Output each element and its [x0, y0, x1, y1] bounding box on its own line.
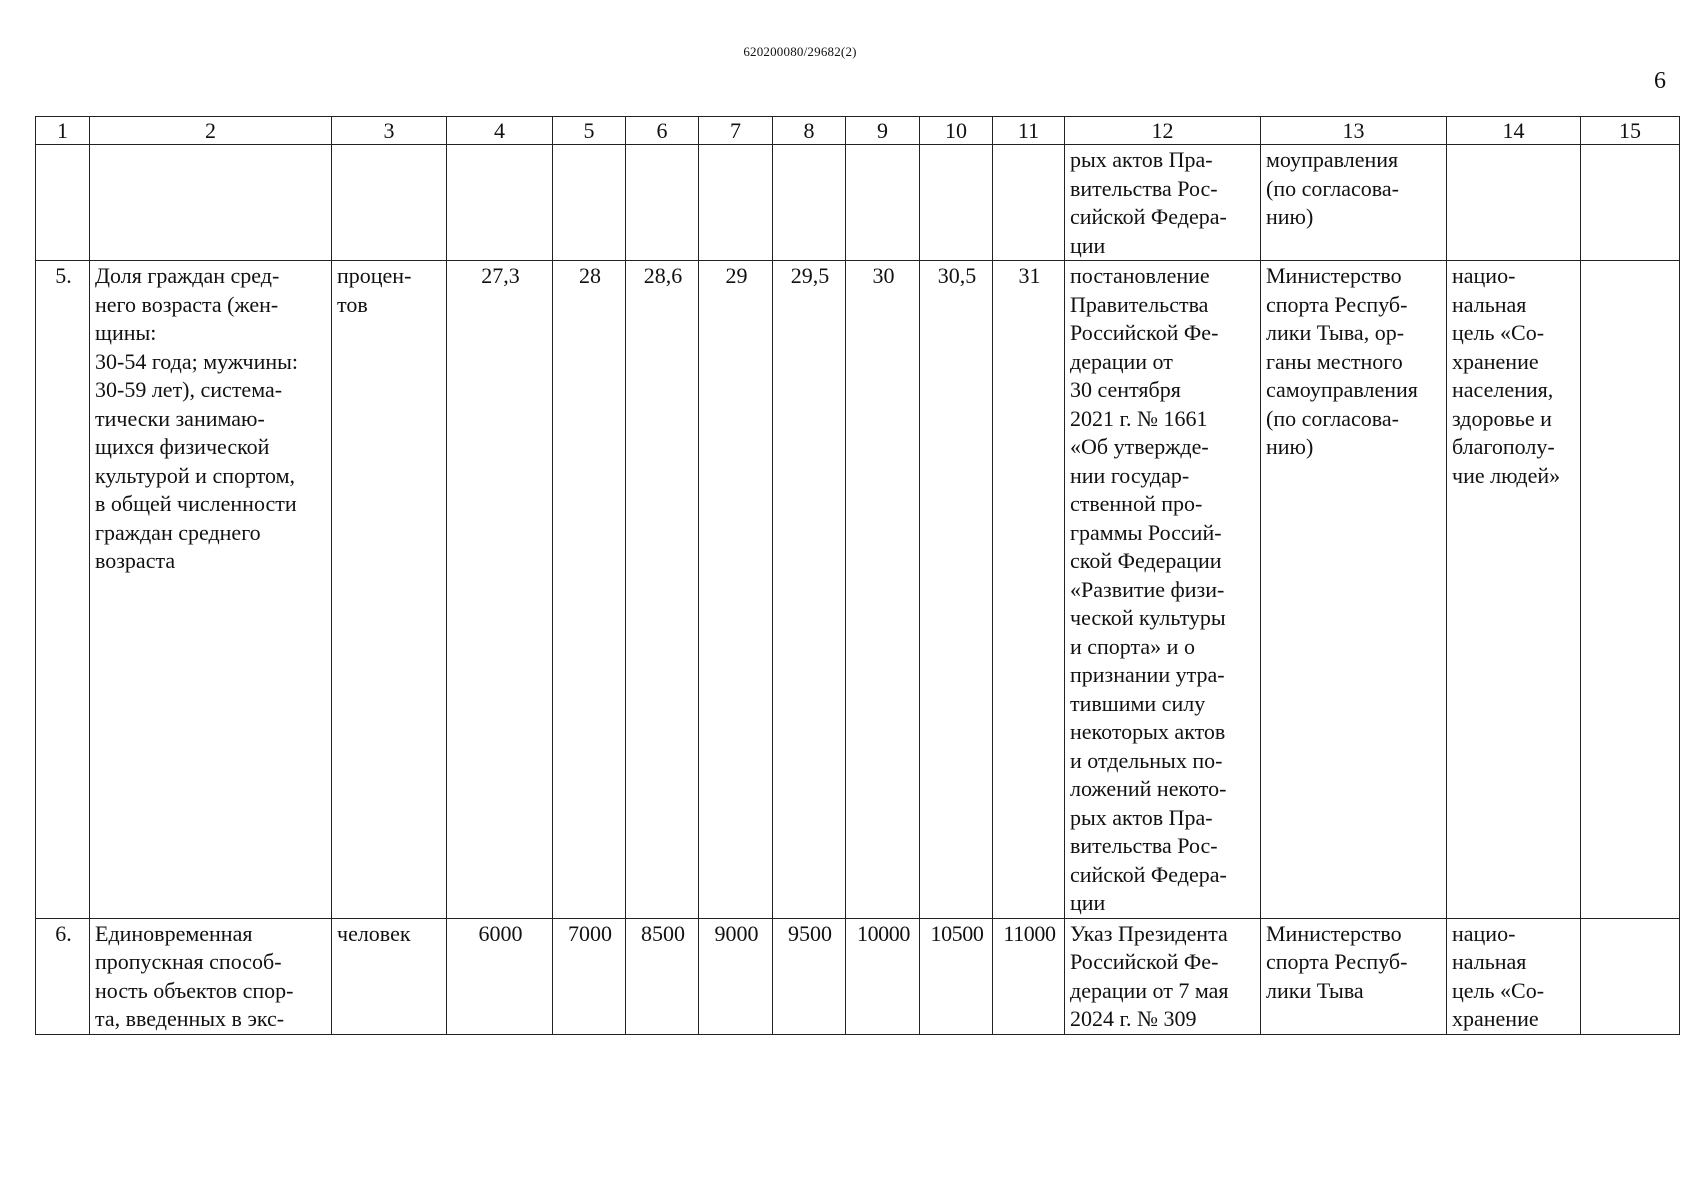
- cell-empty: [1447, 145, 1581, 261]
- cell-document-continuation: рых актов Пра- вительства Рос- сийской Федера- ции: [1065, 145, 1261, 261]
- value-col-4: 6000: [447, 918, 553, 1034]
- value-col-8: 29,5: [773, 261, 846, 919]
- value-col-8: 9500: [773, 918, 846, 1034]
- header-col-11: 11: [993, 117, 1065, 145]
- table-header-row: [36, 117, 1680, 145]
- value-col-10: 30,5: [920, 261, 993, 919]
- legal-document: постановление Правительства Российской Фе- дерации от 30 сентября 2021 г. № 1661 «Об утвержде- нии государ- ственной про- граммы Россий- ской Федерации «Развитие физи- ческой культуры и спорта» и о признании утра- тившими силу некоторых актов и отдельных по- ложений некото- рых актов Пра- вительства Рос- сийской Федера- ции: [1065, 261, 1261, 919]
- value-col-5: 28: [553, 261, 626, 919]
- value-col-9: 10000: [846, 918, 920, 1034]
- table-row-6: [36, 918, 1680, 1034]
- cell-empty: [36, 145, 90, 261]
- value-col-11: 11000: [993, 918, 1065, 1034]
- indicator-name: Доля граждан сред- него возраста (жен- щины: 30-54 года; мужчины: 30-59 лет), система- тически занимаю- щихся физической культурой и спортом, в общей численности граждан среднего возраста: [90, 261, 332, 919]
- table-row-5: [36, 261, 1680, 919]
- value-col-6: 28,6: [626, 261, 699, 919]
- value-col-4: 27,3: [447, 261, 553, 919]
- cell-empty: [90, 145, 332, 261]
- unit-of-measure: процен- тов: [332, 261, 447, 919]
- cell-empty: [846, 145, 920, 261]
- header-col-2: 2: [90, 117, 332, 145]
- cell-empty: [773, 145, 846, 261]
- cell-empty: [553, 145, 626, 261]
- cell-empty: [993, 145, 1065, 261]
- indicators-table: [35, 116, 1680, 1035]
- header-col-4: 4: [447, 117, 553, 145]
- header-col-15: 15: [1581, 117, 1680, 145]
- document-registration-number: 620200080/29682(2): [743, 44, 857, 59]
- header-col-14: 14: [1447, 117, 1581, 145]
- header-col-9: 9: [846, 117, 920, 145]
- cell-empty: [699, 145, 773, 261]
- row-number: 6.: [36, 918, 90, 1034]
- cell-empty: [1581, 145, 1680, 261]
- value-col-5: 7000: [553, 918, 626, 1034]
- value-col-10: 10500: [920, 918, 993, 1034]
- header-col-3: 3: [332, 117, 447, 145]
- cell-empty: [447, 145, 553, 261]
- value-col-11: 31: [993, 261, 1065, 919]
- indicator-name: Единовременная пропускная способ- ность объектов спор- та, введенных в экс-: [90, 918, 332, 1034]
- unit-of-measure: человек: [332, 918, 447, 1034]
- national-goal: нацио- нальная цель «Со- хранение населения, здоровье и благополу- чие людей»: [1447, 261, 1581, 919]
- table-row-continuation: [36, 145, 1680, 261]
- responsible-body: Министерство спорта Респуб- лики Тыва, ор- ганы местного самоуправления (по согласова- нию): [1261, 261, 1447, 919]
- header-col-10: 10: [920, 117, 993, 145]
- page-number: 6: [1654, 68, 1666, 94]
- header-col-12: 12: [1065, 117, 1261, 145]
- national-goal: нацио- нальная цель «Со- хранение: [1447, 918, 1581, 1034]
- header-col-8: 8: [773, 117, 846, 145]
- header-col-6: 6: [626, 117, 699, 145]
- header-col-5: 5: [553, 117, 626, 145]
- cell-empty: [920, 145, 993, 261]
- value-col-9: 30: [846, 261, 920, 919]
- row-number: 5.: [36, 261, 90, 919]
- header-col-1: 1: [36, 117, 90, 145]
- legal-document: Указ Президента Российской Фе- дерации от 7 мая 2024 г. № 309: [1065, 918, 1261, 1034]
- value-col-7: 9000: [699, 918, 773, 1034]
- value-col-7: 29: [699, 261, 773, 919]
- cell-responsible-continuation: моуправления (по согласова- нию): [1261, 145, 1447, 261]
- cell-col-15: [1581, 261, 1680, 919]
- cell-empty: [332, 145, 447, 261]
- header-col-13: 13: [1261, 117, 1447, 145]
- value-col-6: 8500: [626, 918, 699, 1034]
- responsible-body: Министерство спорта Респуб- лики Тыва: [1261, 918, 1447, 1034]
- header-col-7: 7: [699, 117, 773, 145]
- cell-empty: [626, 145, 699, 261]
- cell-col-15: [1581, 918, 1680, 1034]
